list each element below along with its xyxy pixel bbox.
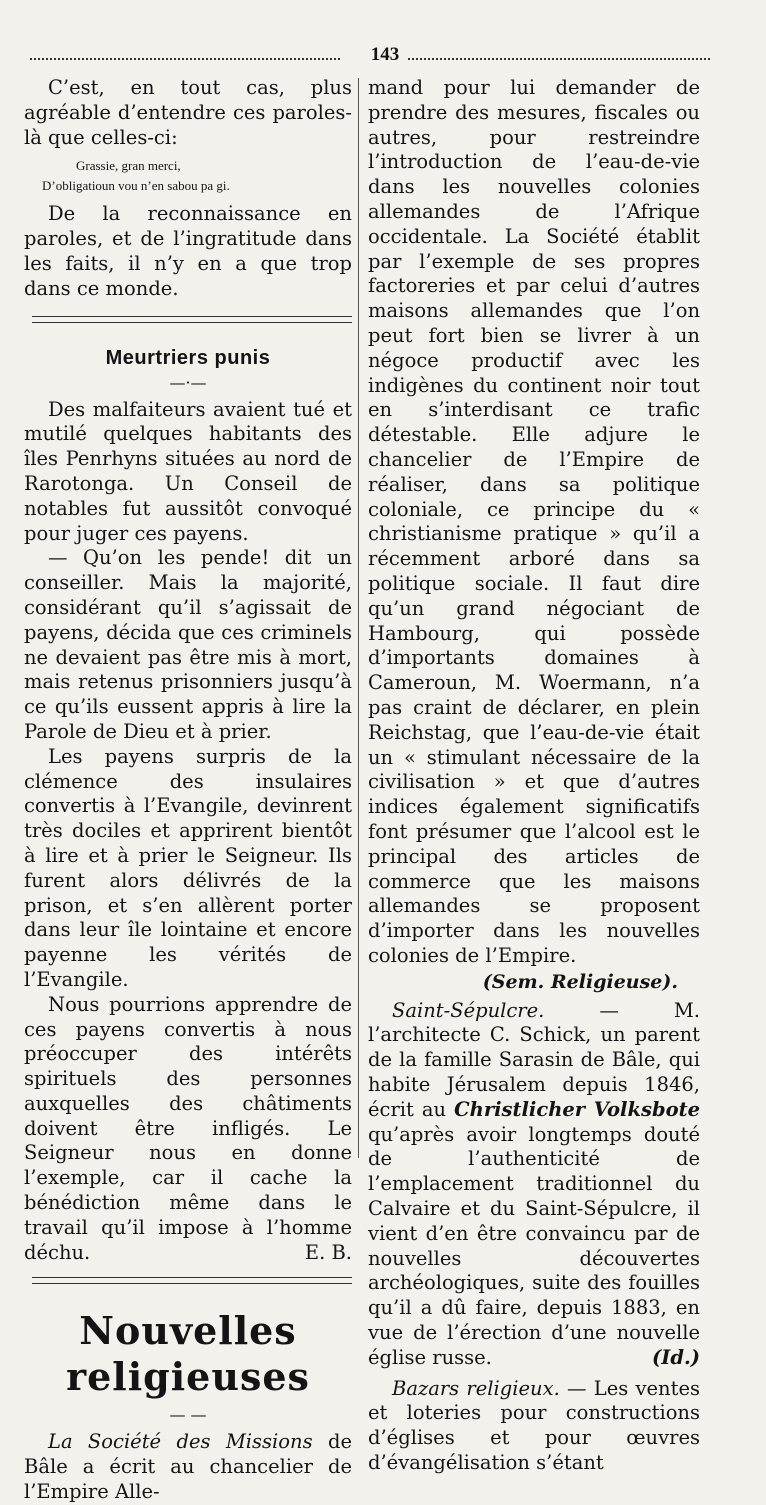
article-paragraph — [24, 993, 352, 1266]
society-name: La Société des Missions — [48, 1430, 313, 1454]
moral-paragraph: De la reconnaissance en paroles, et de l’ingratitude dans les faits, il n’y en a que trop dans ce monde. — [24, 202, 352, 300]
author-signoff: E. B. — [304, 1240, 352, 1264]
right-column — [368, 76, 700, 1476]
left-column — [24, 76, 352, 1505]
section-rule — [32, 1277, 352, 1284]
page-header — [30, 44, 710, 70]
page-number: 143 — [370, 44, 400, 65]
article-lead: Saint-Sépulcre. — [392, 998, 545, 1022]
article-paragraph: Des malfaiteurs avaient tué et mutilé quelques habitants des îles Penrhyns situées au nord de Rarotonga. Un Conseil de notables fut aussitôt convoqué pour juger ces payens. — [24, 397, 352, 545]
source-citation: (Sem. Religieuse). — [482, 970, 678, 993]
column-divider — [358, 78, 359, 1158]
article-paragraph — [368, 1377, 700, 1476]
article-text: Nous pourrions apprendre de ces payens convertis à nous préoccuper des intérêts spirituels des personnes auxquelles des châtiments doivent être infligés. Le Seigneur nous en donne l’exemple, car il cache la bénédiction même dans le travail qu’il impose à l’homme déchu. — [24, 992, 352, 1264]
title-separator: — — — [169, 1405, 207, 1425]
title-separator: —·— — [169, 372, 207, 392]
article-paragraph: Les payens surpris de la clémence des insulaires convertis à l’Evangile, devinrent très dociles et apprirent bientôt à lire et à prier le Seigneur. Ils furent alors délivrés de la prison, et s’en allèrent porter dans leur île lointaine et encore payenne les vérités de l’Evangile. — [24, 744, 352, 991]
newspaper-name: Christlicher Volksbote — [454, 1097, 701, 1121]
verse-line: D’obligatioun vou n’en sabou pa gi. — [42, 178, 230, 194]
section-title-meurtriers: Meurtriers punis — [105, 346, 271, 369]
section-title-nouvelles: Nouvelles religieuses — [66, 1308, 310, 1400]
article-text: — Les ventes et loteries pour constructions d’églises et pour œuvres d’évangélisation s’étant — [368, 1376, 701, 1475]
section-rule — [32, 316, 352, 323]
verse-line: Grassie, gran merci, — [76, 158, 181, 174]
header-rule-right — [408, 58, 710, 60]
article-paragraph — [368, 999, 700, 1371]
verse-quote — [24, 156, 352, 196]
article-paragraph: — Qu’on les pende! dit un conseiller. Mais la majorité, considérant qu’il s’agissait de payens, décida que ces criminels ne devaient pas être mis à mort, mais retenus prisonniers jusqu’à ce qu’ils eussent appris à lire la Parole de Dieu et à prier. — [24, 546, 352, 743]
article-text: de Bâle a écrit au chancelier de l’Empire Alle- — [24, 1430, 352, 1504]
intro-paragraph: C’est, en tout cas, plus agréable d’entendre ces paroles-là que celles-ci: — [24, 76, 352, 149]
header-rule-left — [30, 58, 340, 60]
article-paragraph — [24, 1430, 352, 1504]
source-citation: (Id.) — [652, 1345, 700, 1369]
article-text: — M. l’architecte C. Schick, un parent de la famille Sarasin de Bâle, qui habite Jérusalem depuis 1846, écrit au — [368, 998, 700, 1121]
article-paragraph: mand pour lui demander de prendre des mesures, fiscales ou autres, pour restreindre l’introduction de l’eau-de-vie dans les nouvelles colonies allemandes de l’Afrique occidentale. La Société établit par l’exemple de ses propres factoreries et par celui d’autres maisons allemandes que l’on peut fort bien se livrer à un négoce productif avec les indigènes du continent noir tout en s’interdisant ce trafic détestable. Elle adjure le chancelier de l’Empire de réaliser, dans sa politique coloniale, ce principe du « christianisme pratique » qu’il a récemment arboré dans sa politique sociale. Il faut dire qu’un grand négociant de Hambourg, qui possède d’importants domaines à Cameroun, M. Woermann, n’a pas craint de déclarer, en plein Reichstag, que l’eau-de-vie était un « stimulant nécessaire de la civilisation » et que d’autres indices également significatifs font présumer que l’alcool est le principal des articles de commerce que les maisons allemandes se proposent d’importer dans les nouvelles colonies de l’Empire. — [368, 76, 700, 967]
article-text: qu’après avoir longtemps douté de l’authenticité de l’emplacement traditionnel du Calvaire et du Saint-Sépulcre, il vient d’en être convaincu par de nouvelles découvertes archéologiques, suite des fouilles qu’il a dû faire, depuis 1883, en vue de l’érection d’une nouvelle église russe. — [368, 1122, 700, 1369]
article-lead: Bazars religieux. — [392, 1376, 560, 1400]
